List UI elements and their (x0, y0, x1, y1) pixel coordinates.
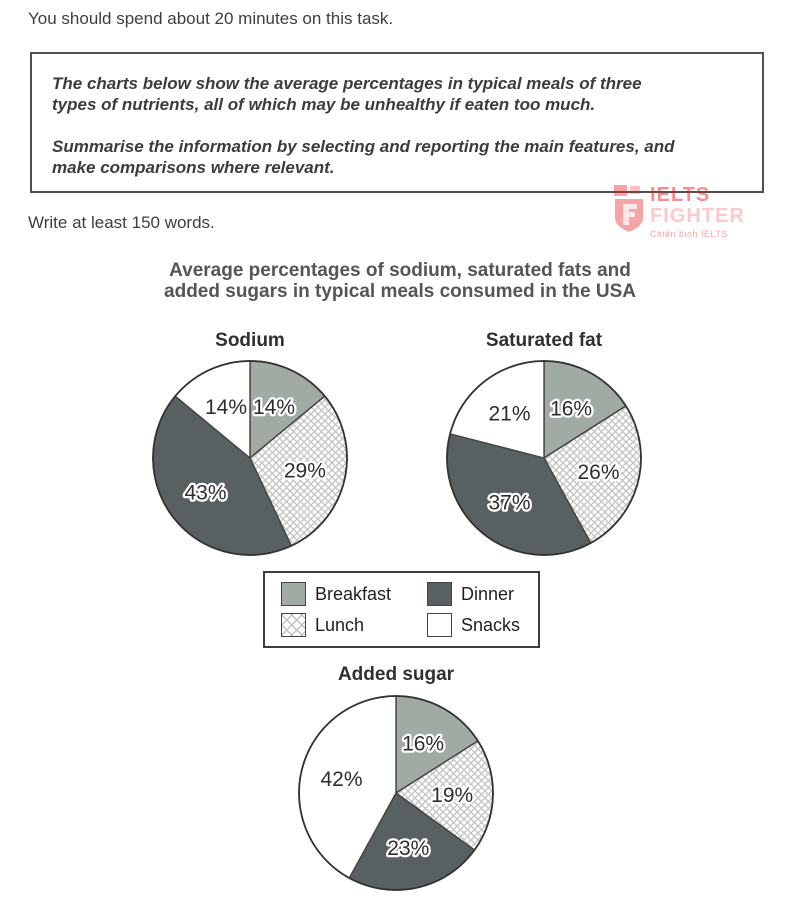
task-prompt-box (30, 52, 764, 193)
svg-text:29%: 29% (283, 459, 326, 483)
chart-main-title-line1: Average percentages of sodium, saturated fats and (169, 260, 631, 281)
dinner-swatch-icon (427, 582, 452, 606)
chart-main-title (0, 261, 800, 302)
task-prompt-spacer (52, 115, 762, 137)
legend-item-dinner (427, 582, 538, 606)
lunch-swatch-icon (281, 613, 306, 637)
pie-title-saturated-fat: Saturated fat (485, 330, 603, 351)
svg-text:14%: 14% (252, 396, 296, 420)
legend-label-dinner: Dinner (461, 583, 515, 604)
watermark-text (650, 185, 745, 239)
pie-chart-added-sugar (296, 693, 496, 893)
svg-text:42%: 42% (320, 768, 363, 791)
svg-text:16%: 16% (550, 397, 593, 421)
task-prompt-line: make comparisons where relevant. (52, 157, 335, 177)
legend-label-snacks: Snacks (461, 614, 521, 635)
chart-main-title-line2: added sugars in typical meals consumed in the USA (164, 280, 636, 302)
ielts-fighter-watermark (614, 185, 745, 239)
legend-item-snacks (427, 613, 538, 637)
watermark-brand-line2: FIGHTER (650, 205, 745, 227)
word-count-instruction: Write at least 150 words. (28, 213, 215, 232)
legend-item-lunch (281, 613, 427, 637)
svg-text:23%: 23% (387, 836, 430, 860)
task-prompt-line: types of nutrients, all of which may be unhealthy if eaten too much. (52, 94, 596, 114)
breakfast-swatch-icon (281, 582, 306, 606)
task-prompt-line: Summarise the information by selecting and reporting the main features, and (52, 137, 675, 156)
pie-chart-sodium (150, 358, 350, 558)
svg-text:43%: 43% (184, 481, 227, 505)
pie-chart-saturated-fat (444, 358, 644, 558)
legend-label-lunch: Lunch (315, 614, 365, 635)
svg-text:19%: 19% (431, 783, 474, 807)
chart-legend (263, 571, 540, 648)
watermark-brand-line1: IELTS (650, 184, 711, 206)
time-instruction: You should spend about 20 minutes on this task. (28, 9, 394, 28)
watermark-tagline: Chiến binh IELTS (650, 229, 728, 239)
svg-text:16%: 16% (402, 732, 445, 756)
svg-text:26%: 26% (577, 461, 620, 484)
snacks-swatch-icon (427, 613, 452, 637)
svg-text:21%: 21% (488, 402, 531, 426)
svg-text:14%: 14% (204, 396, 248, 420)
svg-text:37%: 37% (488, 491, 531, 515)
pie-title-sodium: Sodium (215, 330, 285, 351)
pie-title-added-sugar: Added sugar (337, 664, 455, 685)
legend-item-breakfast (281, 582, 427, 606)
legend-label-breakfast: Breakfast (315, 583, 392, 604)
task-prompt-line: The charts below show the average percentages in typical meals of three (52, 74, 642, 93)
